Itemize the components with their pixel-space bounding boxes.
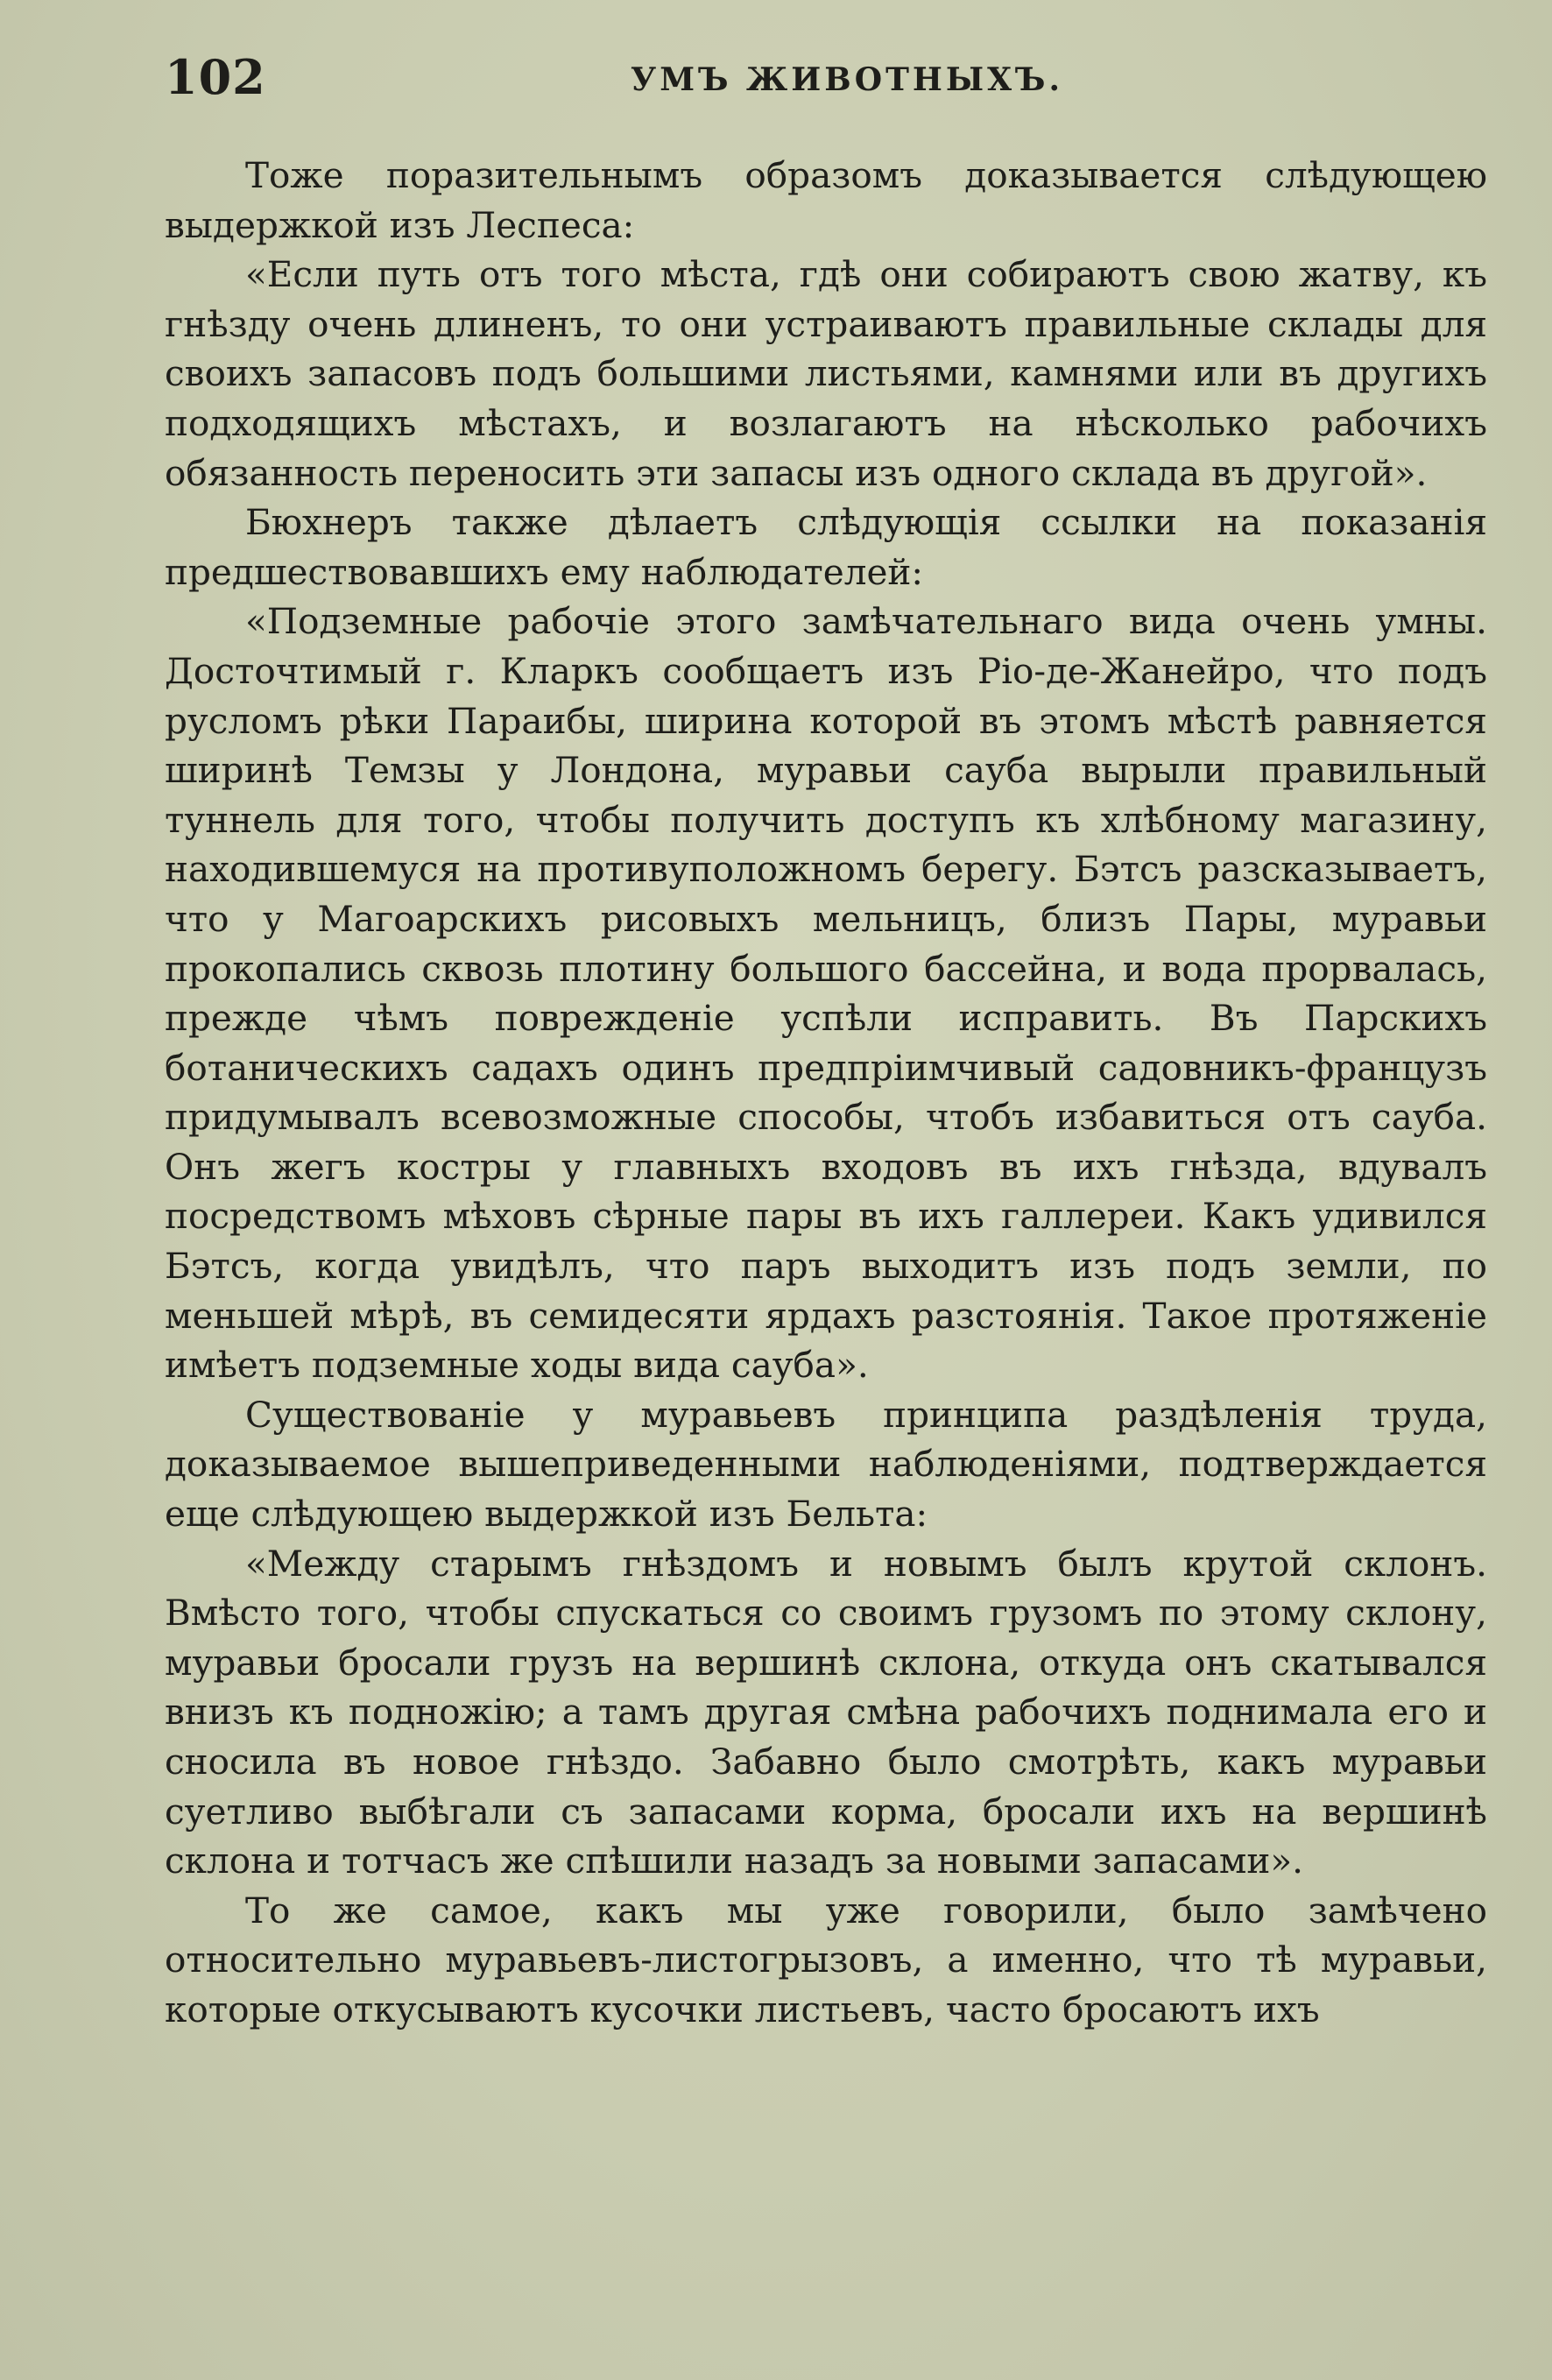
paragraph-division-of-labour: Существованіе у муравьевъ принципа раздѣленія труда, доказываемое вышеприведенными наблюденіями, подтверждается еще слѣдующею выдержкой изъ Бельта: bbox=[165, 1393, 1487, 1536]
quote-lespes: «Если путь отъ того мѣста, гдѣ они собираютъ свою жатву, къ гнѣзду очень длиненъ, то они устраиваютъ правильные склады для своихъ запасовъ подъ большими листьями, камнями или въ другихъ подходящихъ мѣстахъ, и возлагаютъ на нѣсколько рабочихъ обязанность переносить эти запасы изъ одного склада въ другой». bbox=[165, 253, 1487, 494]
running-title: УМЪ ЖИВОТНЫХЪ. bbox=[631, 61, 1064, 98]
paragraph-buchner-intro: Бюхнеръ также дѣлаетъ слѣдующія ссылки на показанія предшествовавшихъ ему наблюдателей: bbox=[165, 501, 1487, 593]
body-text bbox=[165, 151, 1487, 2035]
page-header bbox=[0, 44, 1552, 114]
page-number: 102 bbox=[165, 49, 266, 105]
paragraph-leafcutters: То же самое, какъ мы уже говорили, было замѣчено относительно муравьевъ-листогрызовъ, а именно, что тѣ муравьи, которые откусываютъ кусочки листьевъ, часто бросаютъ ихъ bbox=[165, 1889, 1487, 2030]
quote-sauba-ants: «Подземные рабочіе этого замѣчательнаго вида очень умны. Досточтимый г. Кларкъ сообщаетъ изъ Ріо-де-Жанейро, что подъ русломъ рѣки Параибы, ширина которой въ этомъ мѣстѣ равняется ширинѣ Темзы у Лондона, муравьи сауба вырыли правильный туннель для того, чтобы получить доступъ къ хлѣбному магазину, находившемуся на противуположномъ берегу. Бэтсъ разсказываетъ, что у Магоарскихъ рисовыхъ мельницъ, близъ Пары, муравьи прокопались сквозь плотину большого бассейна, и вода прорвалась, прежде чѣмъ поврежденіе успѣли исправить. Въ Парскихъ ботаническихъ садахъ одинъ предпріимчивый садовникъ-французъ придумывалъ всевозможные способы, чтобъ избавиться отъ сауба. Онъ жегъ костры у главныхъ входовъ въ ихъ гнѣзда, вдувалъ посредствомъ мѣховъ сѣрные пары въ ихъ галлереи. Какъ удивился Бэтсъ, когда увидѣлъ, что паръ выходитъ изъ подъ земли, по меньшей мѣрѣ, въ семидесяти ярдахъ разстоянія. Такое протяженіе имѣетъ подземные ходы вида сауба». bbox=[165, 600, 1487, 1387]
quote-belt: «Между старымъ гнѣздомъ и новымъ былъ крутой склонъ. Вмѣсто того, чтобы спускаться со своимъ грузомъ по этому склону, муравьи бросали грузъ на вершинѣ склона, откуда онъ скатывался внизъ къ подножію; а тамъ другая смѣна рабочихъ поднимала его и сносила въ новое гнѣздо. Забавно было смотрѣть, какъ муравьи суетливо выбѣгали съ запасами корма, бросали ихъ на вершинѣ склона и тотчасъ же спѣшили назадъ за новыми запасами». bbox=[165, 1542, 1487, 1882]
paragraph-lespes-intro: Тоже поразительнымъ образомъ доказывается слѣдующею выдержкой изъ Леспеса: bbox=[165, 154, 1487, 246]
